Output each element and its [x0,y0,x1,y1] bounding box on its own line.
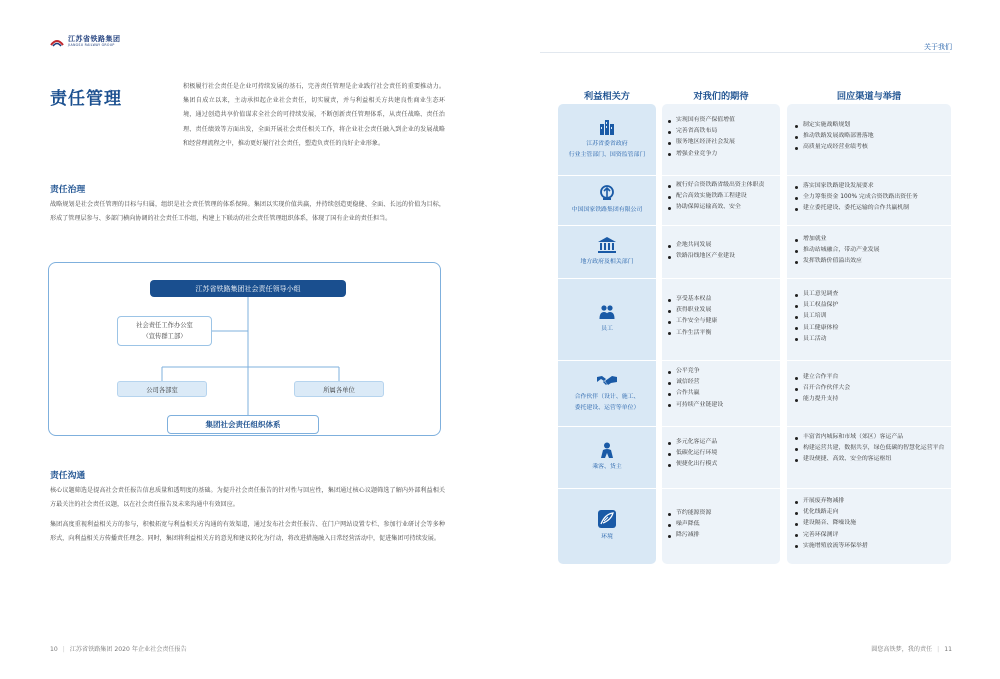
stakeholder-name-line: 委托建设、运营等单位） [574,404,640,411]
expectation-item: 完善省高铁布局 [668,126,778,137]
response-item: 能力提升支持 [795,394,949,405]
stakeholder-name-line: 地方政府及相关部门 [580,258,634,265]
stakeholder-name-line: 乘客、货主 [592,464,622,471]
report-title: 江苏省铁路集团 2020 年企业社会责任报告 [69,646,187,653]
page-number-left: 10 [50,646,58,653]
response-item: 构建运营共建，数据共享，绿色低碳的智慧化运营平台 [795,443,949,454]
expectation-item: 享受基本权益 [668,294,778,305]
employee-icon [599,304,615,320]
response-item: 推动铁路发展战略部署落地 [795,131,949,142]
communication-paragraph-2: 集团高度重视利益相关方的参与，积极拓宽与利益相关方沟通的有效渠道，通过发布社会责任报告、在门户网站设置专栏、参加行业研讨会等多种形式，向利益相关方传播责任理念。同时，集团将利益相关方的意见和建议转化为行动，将改进措施融入日常经营活动中，促进集团可持续发展。 [50,521,445,542]
stakeholder-name-line: 员工 [601,326,613,333]
response-list [795,120,949,154]
response-list [795,372,949,406]
expectation-item: 工作安全与健康 [668,316,778,327]
response-list [795,289,949,345]
expectation-item: 工作生活平衡 [668,328,778,339]
org-system-label: 集团社会责任组织体系 [167,415,319,434]
expectation-item: 获得职业发展 [668,305,778,316]
stakeholder-government [558,104,656,175]
footer-slogan: 圆您高铁梦，我的责任 [871,646,933,653]
stakeholder-employees [558,279,656,360]
page-number-right: 11 [944,646,952,653]
org-chart [48,262,441,436]
communication-paragraph-1: 核心议题筛选是提高社会责任报告信息质量和透明度的基础。为提升社会责任报告的针对性与回应性，集团通过核心议题筛选了解内外部利益相关方最关注的社会责任议题，以在社会责任报告及未来沟通中有效回应。 [50,487,445,508]
response-item: 员工意见调查 [795,289,949,300]
expectation-list [668,366,778,411]
org-office-box [117,316,212,346]
expectation-item: 合作共赢 [668,388,778,399]
stakeholder-environment [558,489,656,564]
expectation-item: 可持续产业链建设 [668,400,778,411]
response-item: 完善环保测评 [795,530,949,541]
stakeholder-name-line: 环境 [601,534,613,541]
table-header-stakeholder: 利益相关方 [584,91,630,102]
response-list [795,181,951,215]
logo-text-cn: 江苏省铁路集团 [68,35,121,44]
response-item: 推动站城融合，带动产业发展 [795,245,949,256]
header-divider [540,52,950,53]
company-logo [50,36,121,48]
table-header-response: 回应渠道与举措 [836,91,902,102]
org-leadership-group: 江苏省铁路集团社会责任领导小组 [150,280,346,297]
page-title: 责任管理 [50,89,122,109]
expectation-list [668,508,778,542]
response-list [795,432,949,466]
passenger-icon [599,442,615,458]
org-dept-headquarters: 公司各部室 [117,381,207,397]
stakeholder-china-railway [558,176,656,225]
response-item: 发挥铁路价值溢出效应 [795,256,949,267]
expectation-item: 实现国有资产保值增值 [668,115,778,126]
expectation-item: 企地共同发展 [668,240,778,251]
response-item: 开展废弃物减排 [795,496,949,507]
response-item: 员工培训 [795,311,949,322]
response-item: 建设隔音、降噪设施 [795,518,949,529]
response-item: 优化线路走向 [795,507,949,518]
expectation-item: 便捷化出行模式 [668,459,778,470]
expectation-list [668,240,778,262]
stakeholder-partners [558,361,656,426]
response-item: 建设便捷、高效、安全的客运枢纽 [795,454,949,465]
handshake-icon [597,374,617,388]
footer-right: 圆您高铁梦，我的责任 | 11 [871,646,952,653]
expectation-item: 公平竞争 [668,366,778,377]
expectation-item: 协助保障运输高效、安全 [668,202,780,213]
stakeholder-passengers [558,427,656,488]
response-item: 建立委托建设、委托运输的合作共赢机制 [795,203,951,214]
expectation-item: 履行好合资铁路省级出资主体职责 [668,180,780,191]
response-item: 丰富省内城际和市域（郊区）客运产品 [795,432,949,443]
response-item: 员工权益保护 [795,300,949,311]
communication-heading: 责任沟通 [50,471,86,481]
response-item: 高质量完成经营业绩考核 [795,142,949,153]
expectation-list [668,294,778,339]
section-label: 关于我们 [924,43,952,51]
environment-icon [598,510,616,528]
expectation-list [668,437,778,471]
table-header-expectation: 对我们的期待 [693,91,749,102]
response-item: 员工活动 [795,334,949,345]
expectation-list [668,115,778,160]
response-item: 增加就业 [795,234,949,245]
expectation-item: 增强企业竞争力 [668,149,778,160]
expectation-item: 多元化客运产品 [668,437,778,448]
footer-left: 10 | 江苏省铁路集团 2020 年企业社会责任报告 [50,646,187,653]
org-dept-subsidiaries: 所属各单位 [294,381,384,397]
railway-logo-icon [599,185,615,201]
expectation-item: 低碳化运行环境 [668,448,778,459]
response-item: 建立合作平台 [795,372,949,383]
stakeholder-name-line: 江苏省委省政府 [586,141,628,147]
response-item: 制定实施战略规划 [795,120,949,131]
logo-text-en: JIANGSU RAILWAY GROUP [68,43,115,48]
local-government-icon [598,237,616,253]
stakeholder-name-line: 中国国家铁路集团有限公司 [571,207,643,214]
response-item: 实施增殖放流等环保举措 [795,541,949,552]
response-item: 员工健康体检 [795,323,949,334]
stakeholder-name-line: 合作伙伴（设计、施工、 [574,394,640,400]
response-item: 落实国家铁路建设发展要求 [795,181,951,192]
government-building-icon [599,119,615,135]
expectation-item: 降污减排 [668,530,778,541]
response-item: 召开合作伙伴大会 [795,383,949,394]
intro-paragraph: 积极履行社会责任是企业可持续发展的基石，完善责任管理是企业践行社会责任的重要推动力。集团自成立以来，主动承担起企业社会责任，切实履责，并与利益相关方共建良性商业生态环境，通过创造共享价值谋求全社会的可持续发展，不断创新责任管理体系，从责任战略、责任治理、责任绩效等方面出发，全面开展社会责任相关工作，将企业社会责任融入到企业的发展战略和经营理流程之中，推动更好履行社会责任，塑造负责任的良好企业形象。 [183,83,445,147]
governance-paragraph: 战略规划是社会责任管理的目标与归属，组织是社会责任管理的体系保障。集团以实现价值共赢，并持续创造更稳健、全面、长远的价值为目标，形成了管理层参与、多部门横向协调的社会责任工作组，构建上下联动的社会责任管理组织体系，体现了国有企业的责任担当。 [50,201,445,222]
stakeholder-name-line: 行业主管部门、国资监管部门 [568,151,646,158]
expectation-item: 噪声降低 [668,519,778,530]
response-list [795,234,949,268]
response-item: 全力筹集资金 100% 完成合资铁路出资任务 [795,192,951,203]
stakeholder-local-government [558,226,656,278]
expectation-item: 服务地区经济社会发展 [668,137,778,148]
org-office-dept: （宣传群工部） [142,333,187,340]
expectation-list [668,180,780,214]
expectation-item: 诚信经营 [668,377,778,388]
org-office-name: 社会责任工作办公室 [136,322,193,329]
response-list [795,496,949,552]
expectation-item: 节约能源资源 [668,508,778,519]
expectation-item: 配合高效实施铁路工程建设 [668,191,780,202]
governance-heading: 责任治理 [50,185,86,195]
logo-emblem-icon [50,36,64,48]
expectation-item: 铁路沿线地区产业建设 [668,251,778,262]
